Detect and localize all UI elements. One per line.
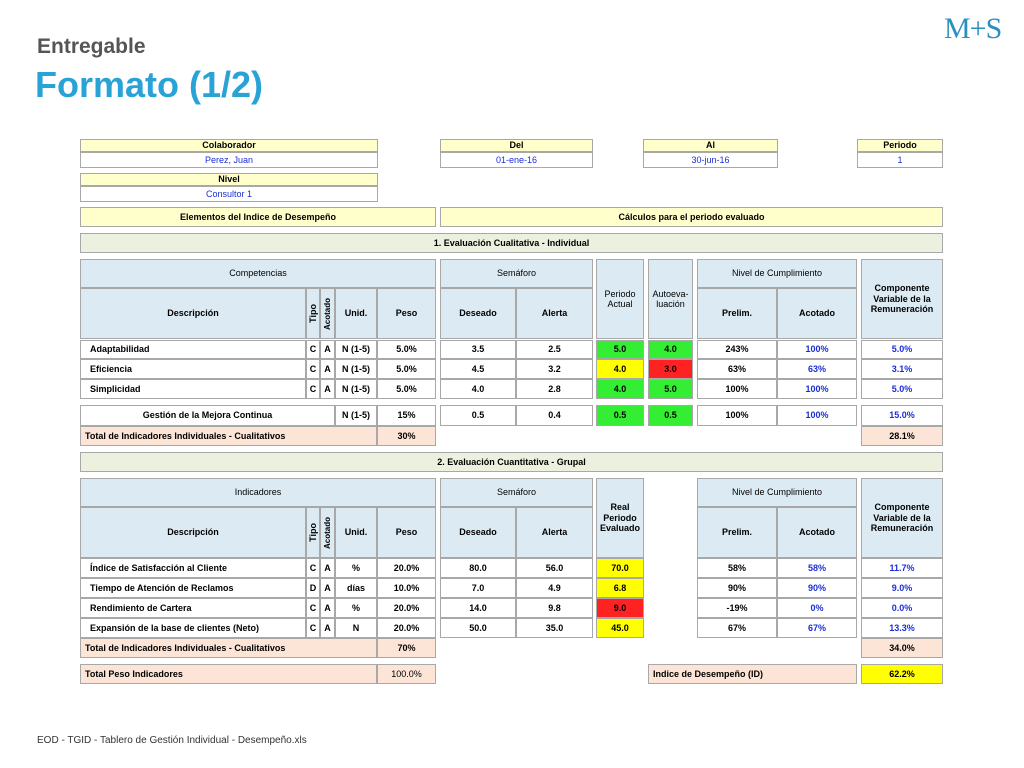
s1-total-label: Total de Indicadores Individuales - Cualitativos — [80, 426, 377, 446]
s1-nivel-header: Nivel de Cumplimiento — [697, 259, 857, 288]
s1-semaforo-header: Semáforo — [440, 259, 593, 288]
s2-row-acotado: A — [320, 618, 335, 638]
del-value: 01-ene-16 — [440, 152, 593, 168]
s2-row-prelim: 90% — [697, 578, 777, 598]
s2-col-alerta: Alerta — [516, 507, 593, 558]
s1-row-actual: 4.0 — [596, 379, 644, 399]
colaborador-value: Perez, Juan — [80, 152, 378, 168]
s2-semaforo-header: Semáforo — [440, 478, 593, 507]
s2-row-desc: Rendimiento de Cartera — [80, 598, 306, 618]
s2-col-real: Real Periodo Evaluado — [596, 478, 644, 558]
s2-row-alerta: 35.0 — [516, 618, 593, 638]
s2-row-tipo: C — [306, 618, 320, 638]
s1-mejora-autoeval: 0.5 — [648, 405, 693, 426]
s2-row-tipo: C — [306, 558, 320, 578]
s1-row-comp: 3.1% — [861, 359, 943, 379]
slide-title: Formato (1/2) — [35, 64, 264, 105]
s1-row-autoeval: 5.0 — [648, 379, 693, 399]
s2-row-peso: 20.0% — [377, 618, 436, 638]
s2-row-unid: % — [335, 558, 377, 578]
s2-row-tipo: C — [306, 598, 320, 618]
s2-row-prelim: 67% — [697, 618, 777, 638]
s1-col-componente: Componente Variable de la Remuneración — [861, 259, 943, 339]
s1-row-desc: Eficiencia — [80, 359, 306, 379]
s1-row-peso: 5.0% — [377, 379, 436, 399]
slide-subtitle: Entregable — [37, 35, 146, 58]
s1-col-unid: Unid. — [335, 288, 377, 339]
s2-total-label: Total de Indicadores Individuales - Cualitativos — [80, 638, 377, 658]
s2-row-deseado: 7.0 — [440, 578, 516, 598]
s1-row-alerta: 2.5 — [516, 340, 593, 359]
s2-row-desc: Índice de Satisfacción al Cliente — [80, 558, 306, 578]
s1-row-alerta: 3.2 — [516, 359, 593, 379]
s1-row-peso: 5.0% — [377, 340, 436, 359]
s1-mejora-desc: Gestión de la Mejora Continua — [80, 405, 335, 426]
s2-row-unid: % — [335, 598, 377, 618]
nivel-value: Consultor 1 — [80, 186, 378, 202]
indice-desempeno-label: Indice de Desempeño (ID) — [648, 664, 857, 684]
s1-row-unid: N (1-5) — [335, 359, 377, 379]
footer-source: EOD - TGID - Tablero de Gestión Individual - Desempeño.xls — [37, 735, 307, 746]
s2-row-real: 6.8 — [596, 578, 644, 598]
s2-row-comp: 13.3% — [861, 618, 943, 638]
s1-col-acotado: Acotado — [320, 288, 335, 339]
s2-col-componente: Componente Variable de la Remuneración — [861, 478, 943, 558]
s2-col-acotado: Acotado — [320, 507, 335, 558]
al-label: Al — [643, 139, 778, 152]
del-label: Del — [440, 139, 593, 152]
logo: M+S — [944, 12, 1002, 45]
s1-row-acotado-val: 63% — [777, 359, 857, 379]
s1-row-acotado: A — [320, 359, 335, 379]
s1-row-actual: 4.0 — [596, 359, 644, 379]
s1-row-acotado-val: 100% — [777, 340, 857, 359]
s1-mejora-prelim: 100% — [697, 405, 777, 426]
s1-col-peso: Peso — [377, 288, 436, 339]
s1-title: 1. Evaluación Cualitativa - Individual — [80, 233, 943, 253]
s2-row-unid: días — [335, 578, 377, 598]
s2-row-comp: 0.0% — [861, 598, 943, 618]
s2-nivel-header: Nivel de Cumplimiento — [697, 478, 857, 507]
s2-row-comp: 9.0% — [861, 578, 943, 598]
s1-row-desc: Adaptabilidad — [80, 340, 306, 359]
s2-row-comp: 11.7% — [861, 558, 943, 578]
s1-row-deseado: 4.5 — [440, 359, 516, 379]
al-value: 30-jun-16 — [643, 152, 778, 168]
s1-row-prelim: 100% — [697, 379, 777, 399]
s2-row-desc: Tiempo de Atención de Reclamos — [80, 578, 306, 598]
s2-col-deseado: Deseado — [440, 507, 516, 558]
s2-col-tipo: Tipo — [306, 507, 320, 558]
s1-row-prelim: 63% — [697, 359, 777, 379]
s1-row-alerta: 2.8 — [516, 379, 593, 399]
s2-row-tipo: D — [306, 578, 320, 598]
s1-mejora-acotado: 100% — [777, 405, 857, 426]
s1-mejora-deseado: 0.5 — [440, 405, 516, 426]
s2-row-acotado-val: 0% — [777, 598, 857, 618]
s1-col-periodo-actual: Periodo Actual — [596, 259, 644, 339]
s1-row-prelim: 243% — [697, 340, 777, 359]
s1-row-acotado-val: 100% — [777, 379, 857, 399]
s2-title: 2. Evaluación Cuantitativa - Grupal — [80, 452, 943, 472]
s2-row-acotado: A — [320, 598, 335, 618]
s2-col-prelim: Prelim. — [697, 507, 777, 558]
s2-total-comp: 34.0% — [861, 638, 943, 658]
colaborador-label: Colaborador — [80, 139, 378, 152]
s2-row-deseado: 80.0 — [440, 558, 516, 578]
s1-row-autoeval: 4.0 — [648, 340, 693, 359]
indice-desempeno-value: 62.2% — [861, 664, 943, 684]
s1-row-deseado: 4.0 — [440, 379, 516, 399]
s2-row-peso: 10.0% — [377, 578, 436, 598]
s1-col-tipo: Tipo — [306, 288, 320, 339]
periodo-label: Periodo — [857, 139, 943, 152]
s2-row-real: 70.0 — [596, 558, 644, 578]
s1-row-unid: N (1-5) — [335, 340, 377, 359]
s1-row-desc: Simplicidad — [80, 379, 306, 399]
s2-col-unid: Unid. — [335, 507, 377, 558]
s1-row-tipo: C — [306, 379, 320, 399]
s2-col-peso: Peso — [377, 507, 436, 558]
s1-col-acotado-nivel: Acotado — [777, 288, 857, 339]
s2-row-acotado: A — [320, 558, 335, 578]
s1-total-peso: 30% — [377, 426, 436, 446]
s1-col-autoevaluacion: Autoeva- luación — [648, 259, 693, 339]
s1-mejora-comp: 15.0% — [861, 405, 943, 426]
s1-mejora-alerta: 0.4 — [516, 405, 593, 426]
s2-row-unid: N — [335, 618, 377, 638]
calculos-header: Cálculos para el periodo evaluado — [440, 207, 943, 227]
s2-row-prelim: -19% — [697, 598, 777, 618]
s2-col-acotado-nivel: Acotado — [777, 507, 857, 558]
s2-row-desc: Expansión de la base de clientes (Neto) — [80, 618, 306, 638]
s1-row-peso: 5.0% — [377, 359, 436, 379]
s1-col-deseado: Deseado — [440, 288, 516, 339]
s2-row-acotado-val: 58% — [777, 558, 857, 578]
total-peso-value: 100.0% — [377, 664, 436, 684]
s1-total-comp: 28.1% — [861, 426, 943, 446]
s1-row-tipo: C — [306, 340, 320, 359]
s2-row-acotado-val: 90% — [777, 578, 857, 598]
s2-group-header: Indicadores — [80, 478, 436, 507]
s1-mejora-unid: N (1-5) — [335, 405, 377, 426]
s2-total-peso: 70% — [377, 638, 436, 658]
s2-row-real: 45.0 — [596, 618, 644, 638]
s1-col-alerta: Alerta — [516, 288, 593, 339]
s2-row-deseado: 14.0 — [440, 598, 516, 618]
s1-row-acotado: A — [320, 340, 335, 359]
s2-row-acotado-val: 67% — [777, 618, 857, 638]
s1-col-prelim: Prelim. — [697, 288, 777, 339]
nivel-label: Nivel — [80, 173, 378, 186]
s2-row-alerta: 4.9 — [516, 578, 593, 598]
s1-col-descripcion: Descripción — [80, 288, 306, 339]
s1-row-acotado: A — [320, 379, 335, 399]
s2-row-alerta: 56.0 — [516, 558, 593, 578]
s2-row-prelim: 58% — [697, 558, 777, 578]
elementos-header: Elementos del Indice de Desempeño — [80, 207, 436, 227]
s2-row-acotado: A — [320, 578, 335, 598]
s1-row-unid: N (1-5) — [335, 379, 377, 399]
s2-row-peso: 20.0% — [377, 558, 436, 578]
s1-group-header: Competencias — [80, 259, 436, 288]
total-peso-label: Total Peso Indicadores — [80, 664, 377, 684]
s2-col-descripcion: Descripción — [80, 507, 306, 558]
s1-mejora-peso: 15% — [377, 405, 436, 426]
periodo-value: 1 — [857, 152, 943, 168]
s1-row-tipo: C — [306, 359, 320, 379]
s1-row-actual: 5.0 — [596, 340, 644, 359]
s2-row-deseado: 50.0 — [440, 618, 516, 638]
s2-row-peso: 20.0% — [377, 598, 436, 618]
s1-row-comp: 5.0% — [861, 340, 943, 359]
s2-row-alerta: 9.8 — [516, 598, 593, 618]
s1-row-autoeval: 3.0 — [648, 359, 693, 379]
s1-row-comp: 5.0% — [861, 379, 943, 399]
s2-row-real: 9.0 — [596, 598, 644, 618]
s1-row-deseado: 3.5 — [440, 340, 516, 359]
s1-mejora-actual: 0.5 — [596, 405, 644, 426]
